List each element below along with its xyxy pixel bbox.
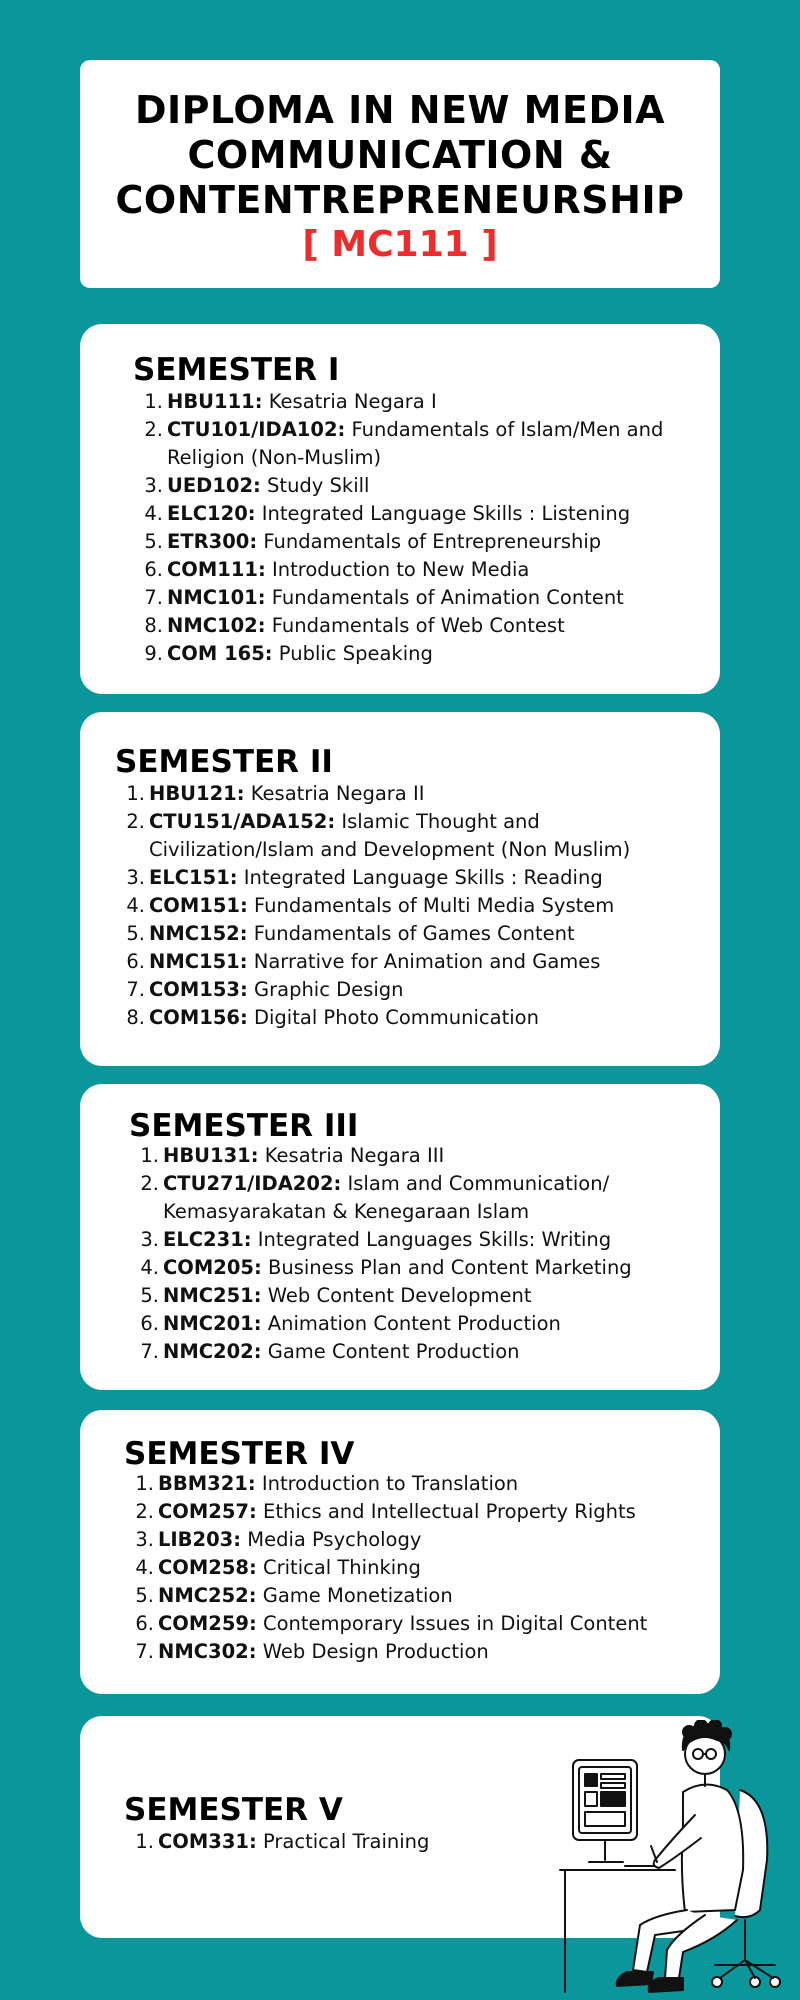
course-item: 1. HBU111: Kesatria Negara I	[144, 390, 437, 413]
semester-3-course-list	[129, 1142, 699, 1366]
course-item: 3. ELC231: Integrated Languages Skills: Writing	[140, 1228, 612, 1251]
course-item: 3. UED102: Study Skill	[144, 474, 370, 497]
course-item: 6. COM111: Introduction to New Media	[144, 558, 530, 581]
course-item: 4. ELC120: Integrated Language Skills : Listening	[144, 502, 631, 525]
semester-3-card	[80, 1084, 720, 1390]
semester-3-heading: SEMESTER III	[129, 1108, 359, 1144]
course-item: 4. COM151: Fundamentals of Multi Media System	[126, 894, 615, 917]
semester-5-heading: SEMESTER V	[124, 1792, 343, 1828]
course-item: 1. HBU121: Kesatria Negara II	[126, 782, 425, 805]
semester-4-course-list	[124, 1470, 699, 1666]
semester-4-card	[80, 1410, 720, 1694]
program-title-line-2: COMMUNICATION &	[187, 133, 613, 177]
course-item: 5. NMC251: Web Content Development	[140, 1284, 532, 1307]
course-item: 6. NMC201: Animation Content Production	[140, 1312, 561, 1335]
course-item: 7. NMC202: Game Content Production	[140, 1340, 520, 1363]
course-item: 2. COM257: Ethics and Intellectual Property Rights	[135, 1500, 636, 1523]
course-item: 6. NMC151: Narrative for Animation and Games	[126, 950, 601, 973]
course-item: 7. NMC101: Fundamentals of Animation Content	[144, 586, 624, 609]
course-item: 1. HBU131: Kesatria Negara III	[140, 1144, 445, 1167]
program-title-line-3: CONTENTREPRENEURSHIP	[115, 178, 685, 222]
title-card	[80, 60, 720, 288]
semester-1-heading: SEMESTER I	[133, 352, 340, 388]
program-code: [ MC111 ]	[302, 224, 498, 265]
semester-2-course-list	[115, 780, 690, 1032]
course-item: 2. CTU271/IDA202: Islam and Communication/ Kemasyarakatan & Kenegaraan Islam	[140, 1172, 610, 1223]
course-item: 1. BBM321: Introduction to Translation	[135, 1472, 519, 1495]
course-item: 8. NMC102: Fundamentals of Web Contest	[144, 614, 565, 637]
semester-2-heading: SEMESTER II	[115, 744, 333, 780]
course-item: 7. NMC302: Web Design Production	[135, 1640, 489, 1663]
semester-5-course-list	[124, 1828, 524, 1856]
semester-1-card	[80, 324, 720, 694]
course-item: 2. CTU151/ADA152: Islamic Thought and Civilization/Islam and Development (Non Muslim)	[126, 810, 631, 861]
course-item: 5. NMC152: Fundamentals of Games Content	[126, 922, 575, 945]
person-torso	[682, 1784, 743, 1912]
semester-1-course-list	[133, 388, 693, 668]
course-item: 8. COM156: Digital Photo Communication	[126, 1006, 539, 1029]
course-item: 2. CTU101/IDA102: Fundamentals of Islam/Men and Religion (Non-Muslim)	[144, 418, 664, 469]
shoe	[617, 1972, 653, 1986]
semester-4-heading: SEMESTER IV	[124, 1436, 355, 1472]
course-item: 4. COM258: Critical Thinking	[135, 1556, 421, 1579]
course-item: 1. COM331: Practical Training	[135, 1830, 430, 1853]
semester-2-card	[80, 712, 720, 1066]
program-title-line-1: DIPLOMA IN NEW MEDIA	[134, 88, 666, 132]
course-item: 7. COM153: Graphic Design	[126, 978, 404, 1001]
course-item: 9. COM 165: Public Speaking	[144, 642, 433, 665]
course-item: 4. COM205: Business Plan and Content Marketing	[140, 1256, 632, 1279]
course-item: 3. ELC151: Integrated Language Skills : Reading	[126, 866, 603, 889]
course-item: 6. COM259: Contemporary Issues in Digital Content	[135, 1612, 648, 1635]
course-item: 5. ETR300: Fundamentals of Entrepreneurship	[144, 530, 602, 553]
person-at-computer-illustration	[555, 1720, 785, 1995]
course-item: 3. LIB203: Media Psychology	[135, 1528, 422, 1551]
course-item: 5. NMC252: Game Monetization	[135, 1584, 453, 1607]
